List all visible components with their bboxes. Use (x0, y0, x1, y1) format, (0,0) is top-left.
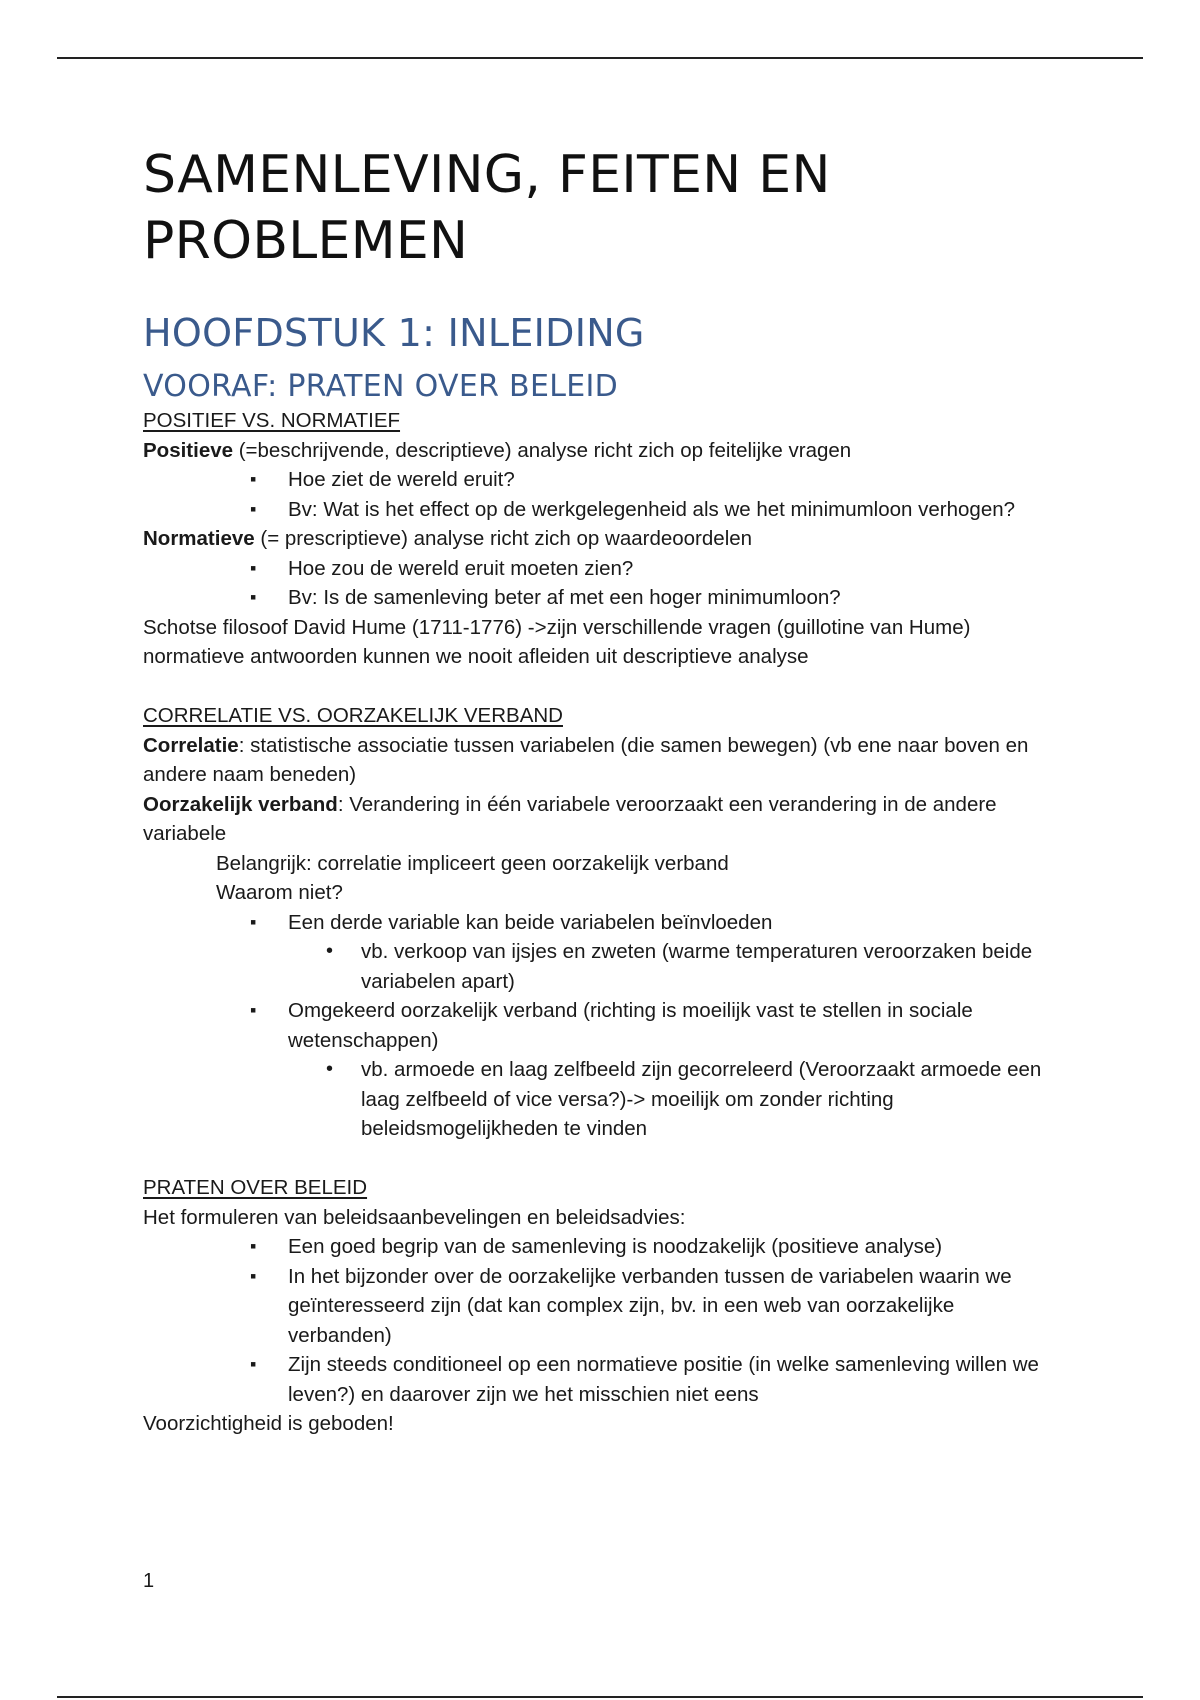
paragraph-hume-conclusion: normatieve antwoorden kunnen we nooit afleiden uit descriptieve analyse (143, 645, 809, 668)
paragraph-waarom: Waarom niet? (216, 881, 343, 904)
paragraph-text: : Verandering in één variabele veroorzaakt een verandering in de andere variabele (143, 792, 997, 845)
paragraph-text: : statistische associatie tussen variabelen (die samen bewegen) (vb ene naar boven en andere naam beneden) (143, 733, 1029, 786)
list-item: ▪ Bv: Is de samenleving beter af met een hoger minimumloon? (143, 583, 1063, 613)
paragraph-text: (=beschrijvende, descriptieve) analyse richt zich op feitelijke vragen (233, 438, 852, 462)
term-positieve: Positieve (143, 438, 234, 462)
bottom-rule (57, 1696, 1143, 1698)
top-rule (57, 57, 1143, 59)
list-item: ▪ Zijn steeds conditioneel op een normatieve positie (in welke samenleving willen we leven?) en daarover zijn we het misschien niet eens (143, 1350, 1063, 1409)
paragraph-belangrijk: Belangrijk: correlatie impliceert geen oorzakelijk verband (216, 851, 729, 875)
paragraph-normatieve (143, 524, 1063, 554)
chapter-heading: HOOFDSTUK 1: INLEIDING (143, 311, 645, 355)
list-item: ▪ Hoe ziet de wereld eruit? (143, 465, 1063, 495)
term-correlatie: Correlatie (143, 733, 239, 757)
list-item: ▪ Bv: Wat is het effect op de werkgelegenheid als we het minimumloon verhogen? (143, 495, 1063, 525)
page-number: 1 (143, 1570, 155, 1592)
document-body (143, 142, 1063, 1439)
subsection-heading: CORRELATIE VS. OORZAKELIJK VERBAND (143, 704, 563, 727)
list-item: ▪ In het bijzonder over de oorzakelijke verbanden tussen de variabelen waarin we geïnteresseerd zijn (dat kan complex zijn, bv. in een web van oorzakelijke verbanden) (143, 1262, 1063, 1351)
paragraph-positieve (143, 436, 1063, 466)
spacer (143, 672, 1063, 702)
paragraph-oorzakelijk (143, 790, 1063, 849)
paragraph-hume: Schotse filosoof David Hume (1711-1776) ->zijn verschillende vragen (guillotine van Hume) (143, 615, 971, 639)
subsection-heading: POSITIEF VS. NORMATIEF (143, 409, 401, 432)
section-correlatie (143, 701, 1063, 1144)
list-item: ▪ Een goed begrip van de samenleving is noodzakelijk (positieve analyse) (143, 1232, 1063, 1262)
sub-list-item: • vb. verkoop van ijsjes en zweten (warme temperaturen veroorzaken beide variabelen apart) (143, 937, 1063, 996)
paragraph-correlatie (143, 731, 1063, 790)
list-item: ▪ Hoe zou de wereld eruit moeten zien? (143, 554, 1063, 584)
paragraph-intro: Het formuleren van beleidsaanbevelingen en beleidsadvies: (143, 1205, 686, 1229)
term-oorzakelijk-verband: Oorzakelijk verband (143, 792, 338, 816)
spacer (143, 1144, 1063, 1174)
section-heading: VOORAF: PRATEN OVER BELEID (143, 369, 619, 404)
list-item: ▪ Omgekeerd oorzakelijk verband (richting is moeilijk vast te stellen in sociale wetenschappen) (143, 996, 1063, 1055)
sub-list-item: • vb. armoede en laag zelfbeeld zijn gecorreleerd (Veroorzaakt armoede een laag zelfbeeld of vice versa?)-> moeilijk om zonder richting beleidsmogelijkheden te vinden (143, 1055, 1063, 1144)
list-item: ▪ Een derde variable kan beide variabelen beïnvloeden (143, 908, 1063, 938)
term-normatieve: Normatieve (143, 527, 255, 550)
section-positief-normatief (143, 406, 1063, 672)
subsection-heading: PRATEN OVER BELEID (143, 1176, 368, 1199)
paragraph-closing: Voorzichtigheid is geboden! (143, 1412, 394, 1435)
document-title: SAMENLEVING, FEITEN EN PROBLEMEN (143, 145, 831, 271)
section-praten-over-beleid (143, 1173, 1063, 1439)
paragraph-text: (= prescriptieve) analyse richt zich op waardeoordelen (254, 527, 753, 550)
